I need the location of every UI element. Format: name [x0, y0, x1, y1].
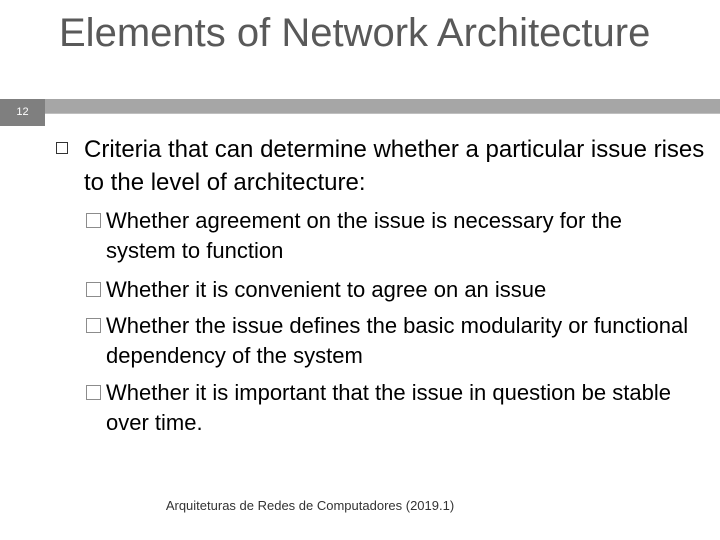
sub-bullet-text: Whether the issue defines the basic modularity or functional dependency of the system [106, 313, 689, 368]
sub-bullet-3 [86, 311, 696, 371]
footer: Arquiteturas de Redes de Computadores (2019.1) [165, 498, 455, 513]
checkbox-bullet-icon [86, 213, 101, 228]
checkbox-bullet-icon [86, 318, 101, 333]
slide-title: Elements of Network Architecture [59, 11, 651, 55]
sub-bullet-2 [86, 275, 696, 305]
sub-bullet-4 [86, 378, 696, 438]
sub-bullet-text: Whether it is important that the issue in question be stable over time. [106, 380, 671, 435]
slide-number: 12 [0, 99, 45, 126]
main-bullet-text: Criteria that can determine whether a particular issue rises to the level of architecture: [84, 136, 705, 196]
sub-bullet-1 [86, 206, 696, 266]
square-bullet-icon [56, 142, 68, 154]
main-bullet [56, 133, 706, 199]
checkbox-bullet-icon [86, 385, 101, 400]
sub-bullet-text: Whether agreement on the issue is necessary for the system to function [106, 208, 623, 263]
sub-bullet-text: Whether it is convenient to agree on an issue [106, 277, 547, 302]
checkbox-bullet-icon [86, 282, 101, 297]
